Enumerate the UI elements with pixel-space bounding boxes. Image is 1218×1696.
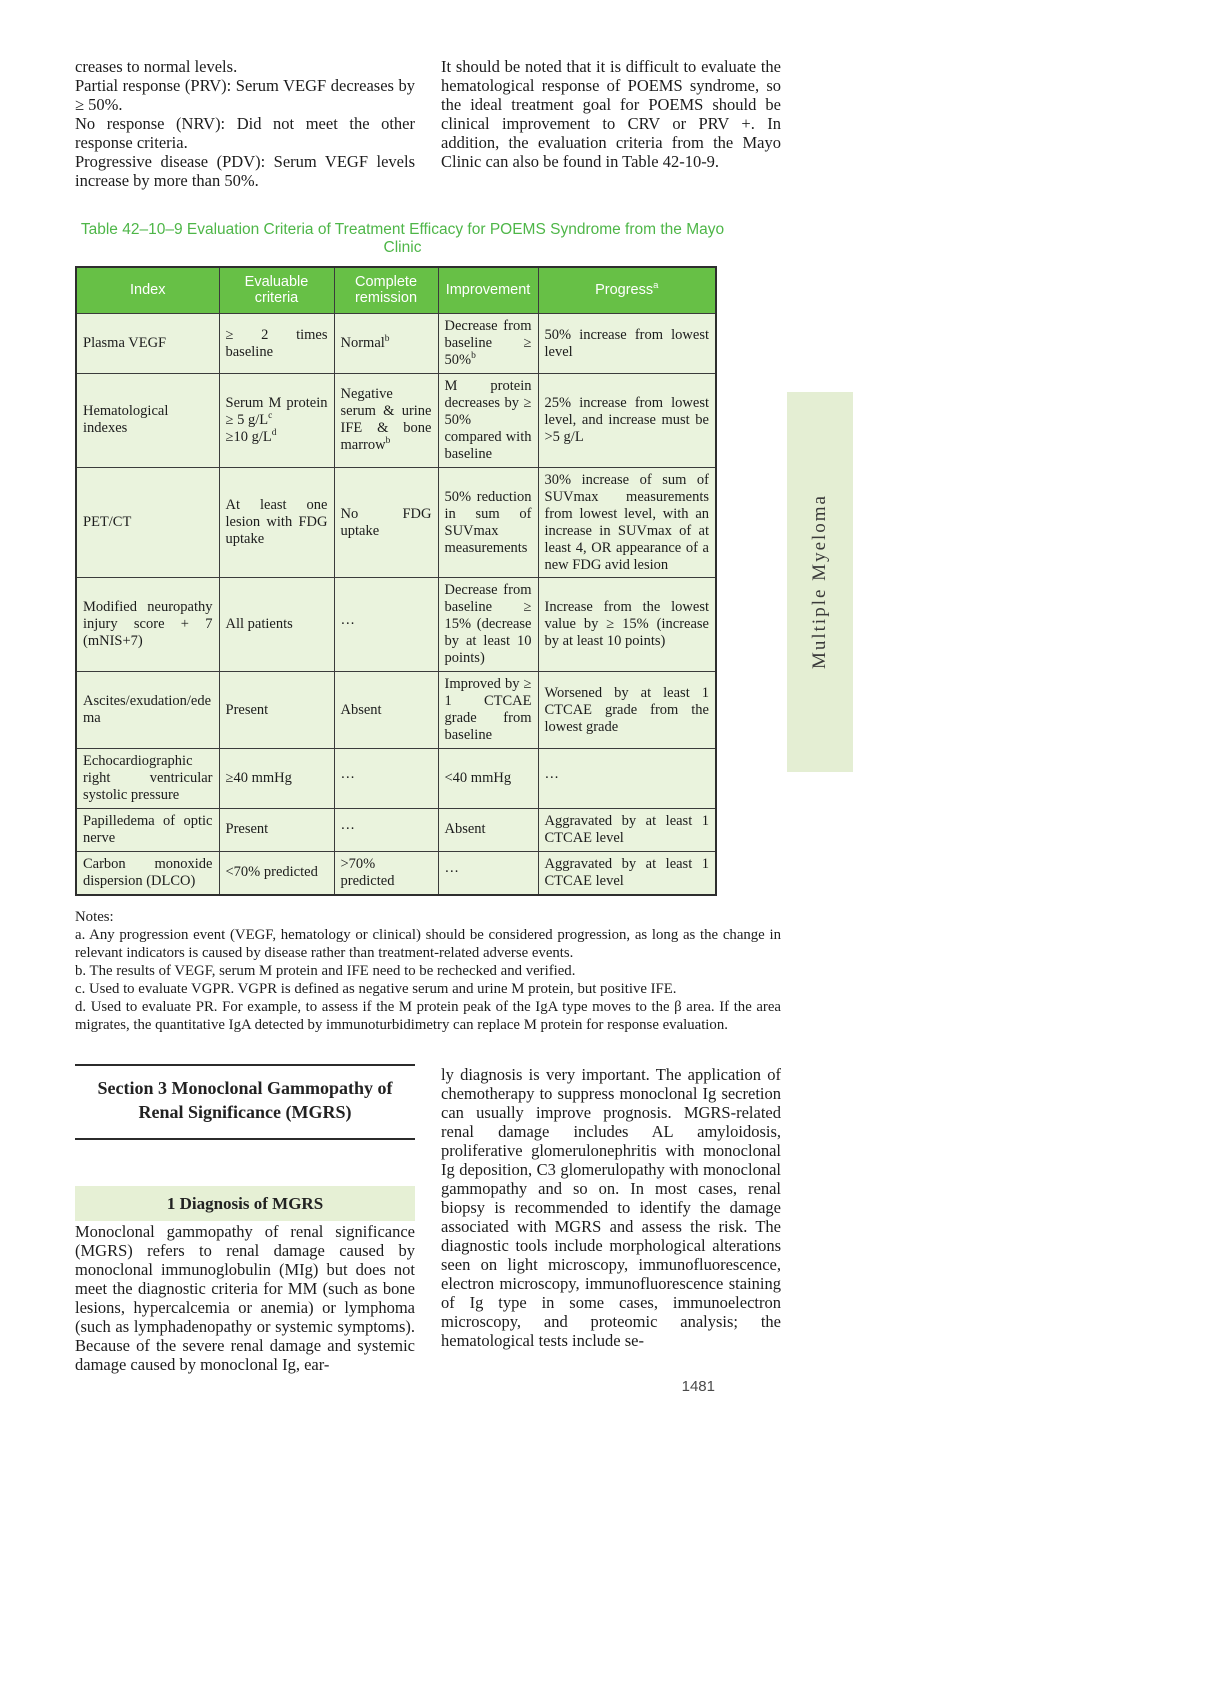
header-cell-complete-remission: Complete remission (334, 267, 438, 314)
table-cell: ··· (334, 808, 438, 851)
intro-paragraph: No response (NRV): Did not meet the other response criteria. (75, 113, 415, 152)
table-cell: Serum M protein ≥ 5 $g/L^c$ ≥10 $g/L^d$ (219, 373, 334, 467)
table-row (76, 749, 716, 809)
table-cell: ··· (334, 749, 438, 809)
table-cell: Ascites/exudation/edema (76, 672, 219, 749)
table-cell: At least one lesion with FDG uptake (219, 467, 334, 578)
subsection-heading: 1 Diagnosis of MGRS (75, 1186, 415, 1221)
efficacy-table (75, 266, 717, 896)
table-row (76, 467, 716, 578)
chapter-thumb-tab (787, 392, 853, 772)
header-cell-improvement: Improvement (438, 267, 538, 314)
table-cell: No FDG uptake (334, 467, 438, 578)
table-cell: Decrease from baseline ≥ 50%$^b$ (438, 314, 538, 374)
table-header-row (76, 267, 716, 314)
table-cell: Increase from the lowest value by ≥ 15% (increase by at least 10 points) (538, 578, 716, 672)
table-row (76, 808, 716, 851)
table-title: Table 42–10–9 Evaluation Criteria of Treatment Efficacy for POEMS Syndrome from the Mayo Clinic (80, 220, 725, 256)
table-notes (75, 908, 781, 1034)
header-cell-evaluable-criteria: Evaluable criteria (219, 267, 334, 314)
table-cell: >70% predicted (334, 851, 438, 894)
table-cell: 50% reduction in sum of SUVmax measurements (438, 467, 538, 578)
table-cell: Present (219, 672, 334, 749)
table-cell: Absent (334, 672, 438, 749)
table-cell: Normal$^b$ (334, 314, 438, 374)
intro-right-column (441, 58, 781, 191)
table-cell: ≥ 2 times baseline (219, 314, 334, 374)
section-heading: Section 3 Monoclonal Gammopathy of Renal Significance (MGRS) (75, 1064, 415, 1140)
table-row (76, 851, 716, 894)
table-cell: All patients (219, 578, 334, 672)
intro-paragraph: It should be noted that it is difficult to evaluate the hematological response of POEMS syndrome, so the ideal treatment goal for POEMS should be clinical improvement to CRV or PRV +. In addition, the evaluation criteria from the Mayo Clinic can also be found in Table 42-10-9. (441, 57, 781, 171)
table-cell: Improved by ≥ 1 CTCAE grade from baseline (438, 672, 538, 749)
table-cell: Plasma VEGF (76, 314, 219, 374)
table-cell: Worsened by at least 1 CTCAE grade from the lowest grade (538, 672, 716, 749)
table-cell: Negative serum & urine IFE & bone marrow$^b$ (334, 373, 438, 467)
table-row (76, 373, 716, 467)
table-cell: M protein decreases by ≥ 50% compared with baseline (438, 373, 538, 467)
table-cell: Hematological indexes (76, 373, 219, 467)
note-item: c. Used to evaluate VGPR. VGPR is defined as negative serum and urine M protein, but positive IFE. (75, 980, 677, 997)
note-item: b. The results of VEGF, serum M protein and IFE need to be rechecked and verified. (75, 962, 576, 979)
table-cell: Carbon monoxide dispersion (DLCO) (76, 851, 219, 894)
note-item: a. Any progression event (VEGF, hematology or clinical) should be considered progression, as long as the change in relevant indicators is caused by disease rather than treatment-related adverse events. (75, 926, 781, 961)
table-cell: <40 mmHg (438, 749, 538, 809)
page-number: 1481 (681, 1377, 715, 1395)
table-cell: ≥40 mmHg (219, 749, 334, 809)
table-cell: 25% increase from lowest level, and increase must be >5 g/L (538, 373, 716, 467)
note-item: d. Used to evaluate PR. For example, to assess if the M protein peak of the IgA type moves to the β area. If the area migrates, the quantitative IgA detected by immunoturbidimetry can replace M protein for response evaluation. (75, 998, 781, 1033)
header-cell-progress: Progress$^a$ (538, 267, 716, 314)
table-cell: Echocardiographic right ventricular systolic pressure (76, 749, 219, 809)
table-cell: <70% predicted (219, 851, 334, 894)
table-cell: Aggravated by at least 1 CTCAE level (538, 851, 716, 894)
table-row (76, 578, 716, 672)
table-cell: Decrease from baseline ≥ 15% (decrease by at least 10 points) (438, 578, 538, 672)
intro-paragraph: Progressive disease (PDV): Serum VEGF levels increase by more than 50%. (75, 151, 415, 190)
page-content (75, 58, 781, 1395)
intro-section (75, 58, 781, 191)
table-cell: PET/CT (76, 467, 219, 578)
mgrs-section (75, 1064, 781, 1395)
table-cell: 30% increase of sum of SUVmax measurements from lowest level, with an increase in SUVmax of at least 4, OR appearance of a new FDG avid lesion (538, 467, 716, 578)
table-cell: Modified neuropathy injury score + 7 (mNIS+7) (76, 578, 219, 672)
notes-label: Notes: (75, 908, 114, 925)
header-cell-index: Index (76, 267, 219, 314)
intro-paragraph: Partial response (PRV): Serum VEGF decreases by ≥ 50%. (75, 75, 415, 114)
mgrs-left-column (75, 1064, 415, 1395)
chapter-thumb-tab-label: Multiple Myeloma (809, 494, 830, 670)
intro-left-column (75, 58, 415, 191)
intro-paragraph: creases to normal levels. (75, 57, 238, 76)
table-row (76, 672, 716, 749)
table-cell: ··· (438, 851, 538, 894)
table-cell: Present (219, 808, 334, 851)
table-cell: ··· (334, 578, 438, 672)
table-cell: ··· (538, 749, 716, 809)
table-cell: Absent (438, 808, 538, 851)
body-paragraph: ly diagnosis is very important. The application of chemotherapy to suppress monoclonal Ig secretion can usually improve prognosis. MGRS-related renal damage includes AL amyloidosis, proliferative glomerulonephritis with monoclonal Ig deposition, C3 glomerulopathy with monoclonal gammopathy and so on. In most cases, renal biopsy is recommended to identify the damage associated with MGRS and assess the risk. The diagnostic tools include morphological alterations seen on light microscopy, immunofluorescence, electron microscopy, immunofluorescence staining of Ig type in some cases, immunoelectron microscopy, and proteomic analysis; the hematological tests include se- (441, 1065, 781, 1350)
table-row (76, 314, 716, 374)
table-cell: 50% increase from lowest level (538, 314, 716, 374)
table-cell: Aggravated by at least 1 CTCAE level (538, 808, 716, 851)
mgrs-right-column (441, 1064, 781, 1395)
body-paragraph: Monoclonal gammopathy of renal significance (MGRS) refers to renal damage caused by monoclonal immunoglobulin (MIg) but does not meet the diagnostic criteria for MM (such as bone lesions, hypercalcemia or anemia) or lymphoma (such as lymphadenopathy or systemic symptoms). Because of the severe renal damage and systemic damage caused by monoclonal Ig, ear- (75, 1221, 415, 1374)
table-cell: Papilledema of optic nerve (76, 808, 219, 851)
